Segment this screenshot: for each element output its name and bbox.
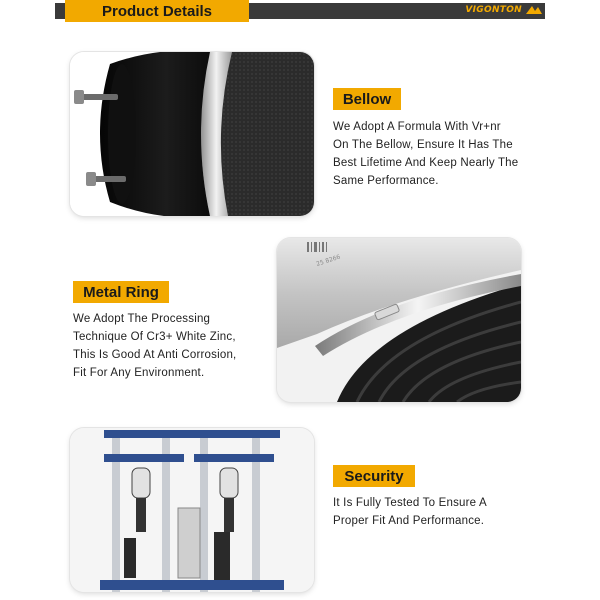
- brand-logo: [465, 2, 543, 18]
- metal-ring-photo: [277, 238, 521, 402]
- description-line: This Is Good At Anti Corrosion,: [73, 349, 237, 361]
- description-line: We Adopt The Processing: [73, 313, 211, 325]
- description-line: On The Bellow, Ensure It Has The: [333, 139, 513, 151]
- brand-mark-icon: [525, 4, 543, 16]
- testing-rig-photo: [70, 428, 314, 592]
- description-line: We Adopt A Formula With Vr+nr: [333, 121, 501, 133]
- description-line: Technique Of Cr3+ White Zinc,: [73, 331, 236, 343]
- page-title: Product Details: [65, 0, 249, 22]
- bellow-photo: [70, 52, 314, 216]
- bellow-description: [333, 118, 518, 190]
- header: [55, 0, 545, 22]
- description-line: Best Lifetime And Keep Nearly The: [333, 157, 519, 169]
- security-heading: Security: [333, 465, 415, 487]
- description-line: Same Performance.: [333, 175, 439, 187]
- brand-name: VIGONTON: [465, 5, 522, 15]
- description-line: It Is Fully Tested To Ensure A: [333, 497, 487, 509]
- description-line: Fit For Any Environment.: [73, 367, 205, 379]
- housing-label: 25 8266: [315, 253, 342, 268]
- description-line: Proper Fit And Performance.: [333, 515, 485, 527]
- security-description: [333, 494, 487, 530]
- bellow-heading: Bellow: [333, 88, 401, 110]
- metal-ring-heading: Metal Ring: [73, 281, 169, 303]
- metal-ring-description: [73, 310, 236, 382]
